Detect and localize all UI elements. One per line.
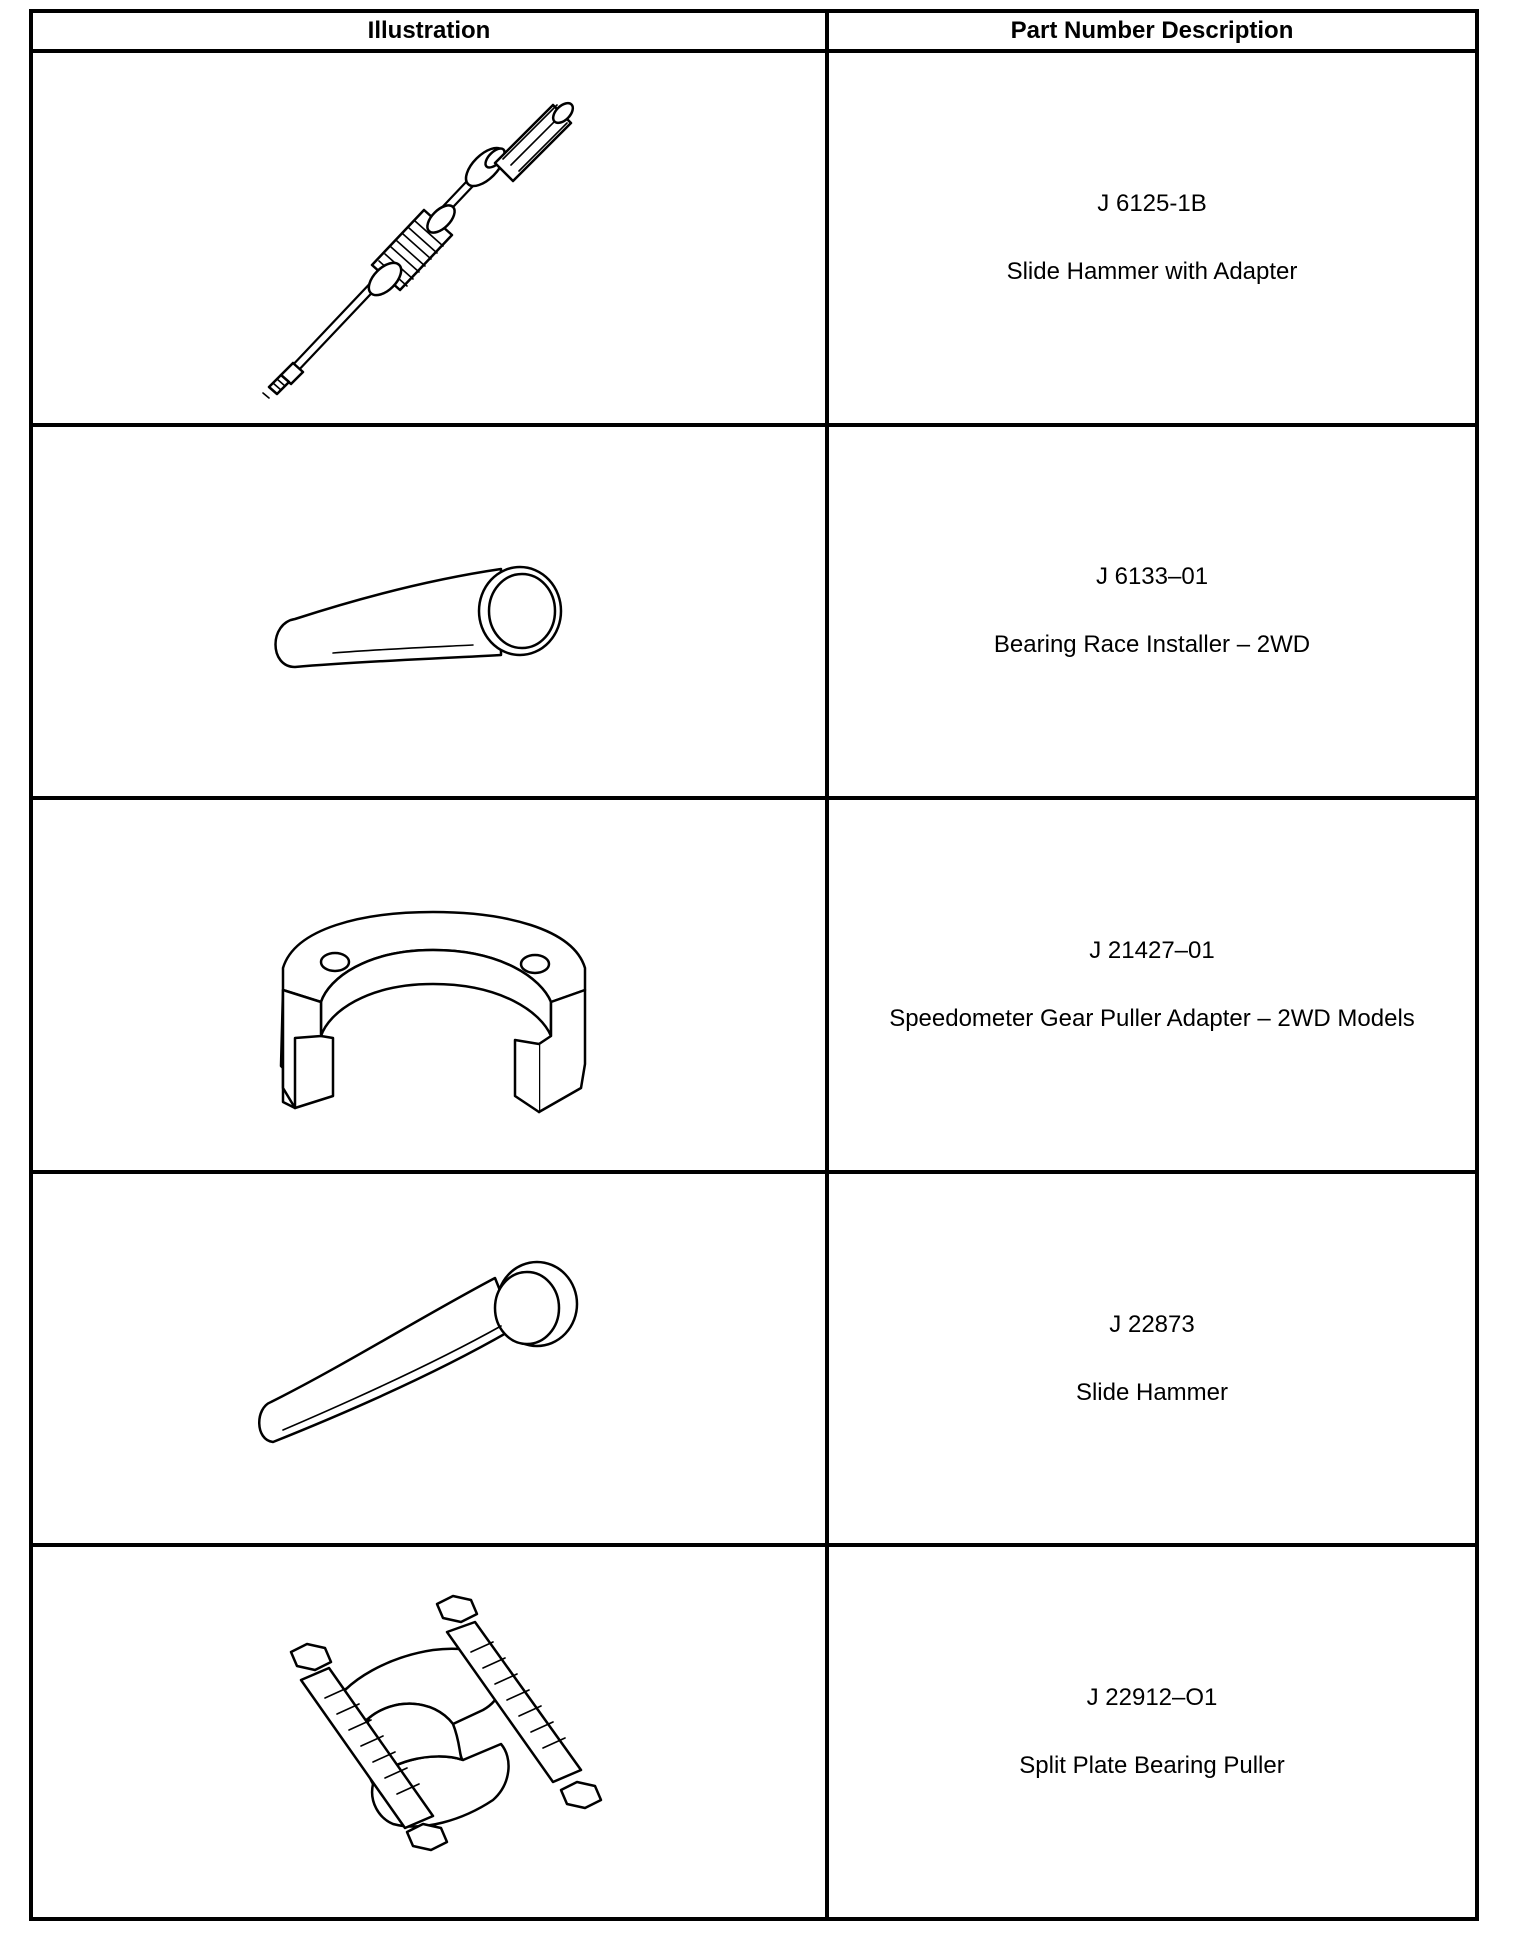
part-description-cell xyxy=(827,1172,1477,1546)
part-number: J 6133–01 xyxy=(1095,563,1209,591)
table-row xyxy=(31,798,1477,1172)
table-header-row xyxy=(31,11,1477,51)
description-column-header: Part Number Description xyxy=(827,11,1477,51)
part-number: J 6125-1B xyxy=(1097,189,1207,217)
part-description: Slide Hammer xyxy=(1075,1378,1229,1406)
split-plate-bearing-puller-illustration xyxy=(33,1548,829,1917)
bearing-race-installer-illustration xyxy=(33,427,829,796)
table-row xyxy=(31,1172,1477,1546)
illustration-cell xyxy=(31,425,827,799)
part-description: Split Plate Bearing Puller xyxy=(1019,1752,1285,1780)
illustration-cell xyxy=(31,1545,827,1919)
table-row xyxy=(31,51,1477,425)
table-row xyxy=(31,1545,1477,1919)
part-number: J 22873 xyxy=(1109,1310,1195,1338)
illustration-cell xyxy=(31,798,827,1172)
slide-hammer-with-adapter-illustration xyxy=(33,53,829,422)
part-description-cell xyxy=(827,1545,1477,1919)
table-row xyxy=(31,425,1477,799)
illustration-cell xyxy=(31,51,827,425)
part-description: Slide Hammer with Adapter xyxy=(1006,257,1298,285)
part-description: Speedometer Gear Puller Adapter – 2WD Models xyxy=(889,1004,1415,1032)
special-tools-table xyxy=(29,9,1479,1921)
part-number: J 21427–01 xyxy=(1089,936,1215,964)
part-description-cell xyxy=(827,798,1477,1172)
illustration-cell xyxy=(31,1172,827,1546)
part-description-cell xyxy=(827,425,1477,799)
part-description: Bearing Race Installer – 2WD xyxy=(993,631,1311,659)
part-number: J 22912–O1 xyxy=(1086,1684,1218,1712)
part-description-cell xyxy=(827,51,1477,425)
gear-puller-adapter-illustration xyxy=(33,800,829,1169)
illustration-column-header: Illustration xyxy=(31,11,827,51)
slide-hammer-illustration xyxy=(33,1174,829,1543)
